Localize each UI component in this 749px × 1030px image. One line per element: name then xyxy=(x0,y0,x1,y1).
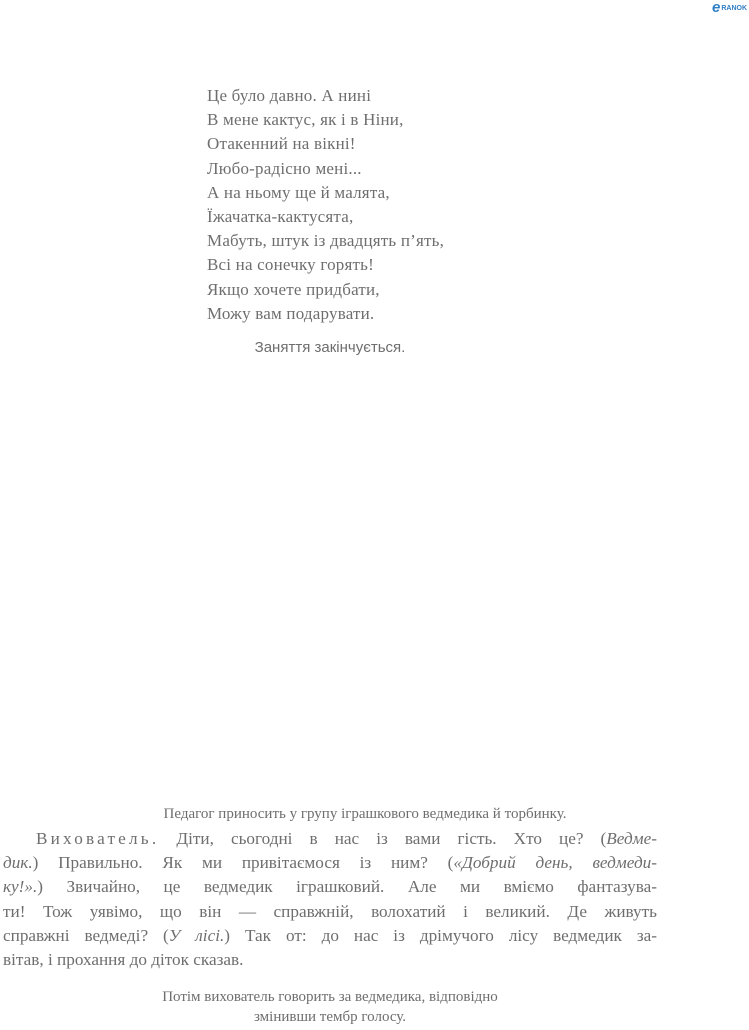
paragraph-text: Діти, сьогодні в нас із вами гість. Хто це? ( xyxy=(159,829,607,848)
poem-line: Можу вам подарувати. xyxy=(207,303,375,323)
paragraph-text: справжні ведмеді? ( xyxy=(3,925,169,945)
publisher-logo xyxy=(712,2,747,14)
paragraph-line xyxy=(3,948,657,972)
poem-line: А на ньому ще й малята, xyxy=(207,182,390,202)
paragraph-line xyxy=(3,924,657,948)
teacher-paragraph xyxy=(3,827,657,972)
poem-line: Це було давно. А нині xyxy=(207,86,372,105)
paragraph-answer: У лісі. xyxy=(168,925,225,945)
paragraph-text: ти! Тож уявімо, що він — справжній, волохатий і великий. Де живуть xyxy=(3,901,657,921)
poem-line: Якщо хочете придбати, xyxy=(207,279,380,299)
poem-line: В мене кактус, як і в Ніни, xyxy=(207,110,404,130)
poem-line: Мабуть, штук із двадцять п’ять, xyxy=(207,231,445,251)
paragraph-answer: дик. xyxy=(3,853,33,873)
paragraph-text: ) Звичайно, це ведмедик іграшковий. Але ми вміємо фантазува- xyxy=(37,877,657,897)
paragraph-text: вітав, і прохання до діток сказав. xyxy=(3,949,244,969)
paragraph-line xyxy=(3,875,657,899)
poem xyxy=(207,84,444,326)
poem-line: Всі на сонечку горять! xyxy=(207,255,374,275)
logo-e-icon: e xyxy=(711,0,721,16)
paragraph-line xyxy=(3,851,657,875)
paragraph-line xyxy=(3,900,657,924)
paragraph-line xyxy=(3,827,657,851)
logo-text: RANOK xyxy=(721,4,747,12)
speaker-name: Вихователь. xyxy=(36,829,160,848)
paragraph-answer: Ведме- xyxy=(606,829,657,848)
stage-direction-voice xyxy=(0,987,660,1027)
poem-line: Отакенний на вікні! xyxy=(207,134,356,154)
paragraph-answer: «Добрий день, ведмеди- xyxy=(453,853,657,873)
paragraph-answer: ку!». xyxy=(3,877,38,897)
stage-direction-teddy: Педагог приносить у групу іграшкового ведмедика й торбинку. xyxy=(163,806,567,822)
stage-direction-end: Заняття закінчується. xyxy=(254,339,406,356)
poem-line: Їжачатка-кактусята, xyxy=(207,207,354,227)
paragraph-text: ) Так от: до нас із дрімучого лісу ведмедик за- xyxy=(224,925,657,945)
poem-line: Любо-радісно мені... xyxy=(207,158,362,178)
stage-direction-line: змінивши тембр голосу. xyxy=(253,1009,407,1025)
stage-direction-line: Потім вихователь говорить за ведмедика, відповідно xyxy=(162,989,498,1005)
paragraph-text: ) Правильно. Як ми привітаємося із ним? ( xyxy=(32,853,454,873)
